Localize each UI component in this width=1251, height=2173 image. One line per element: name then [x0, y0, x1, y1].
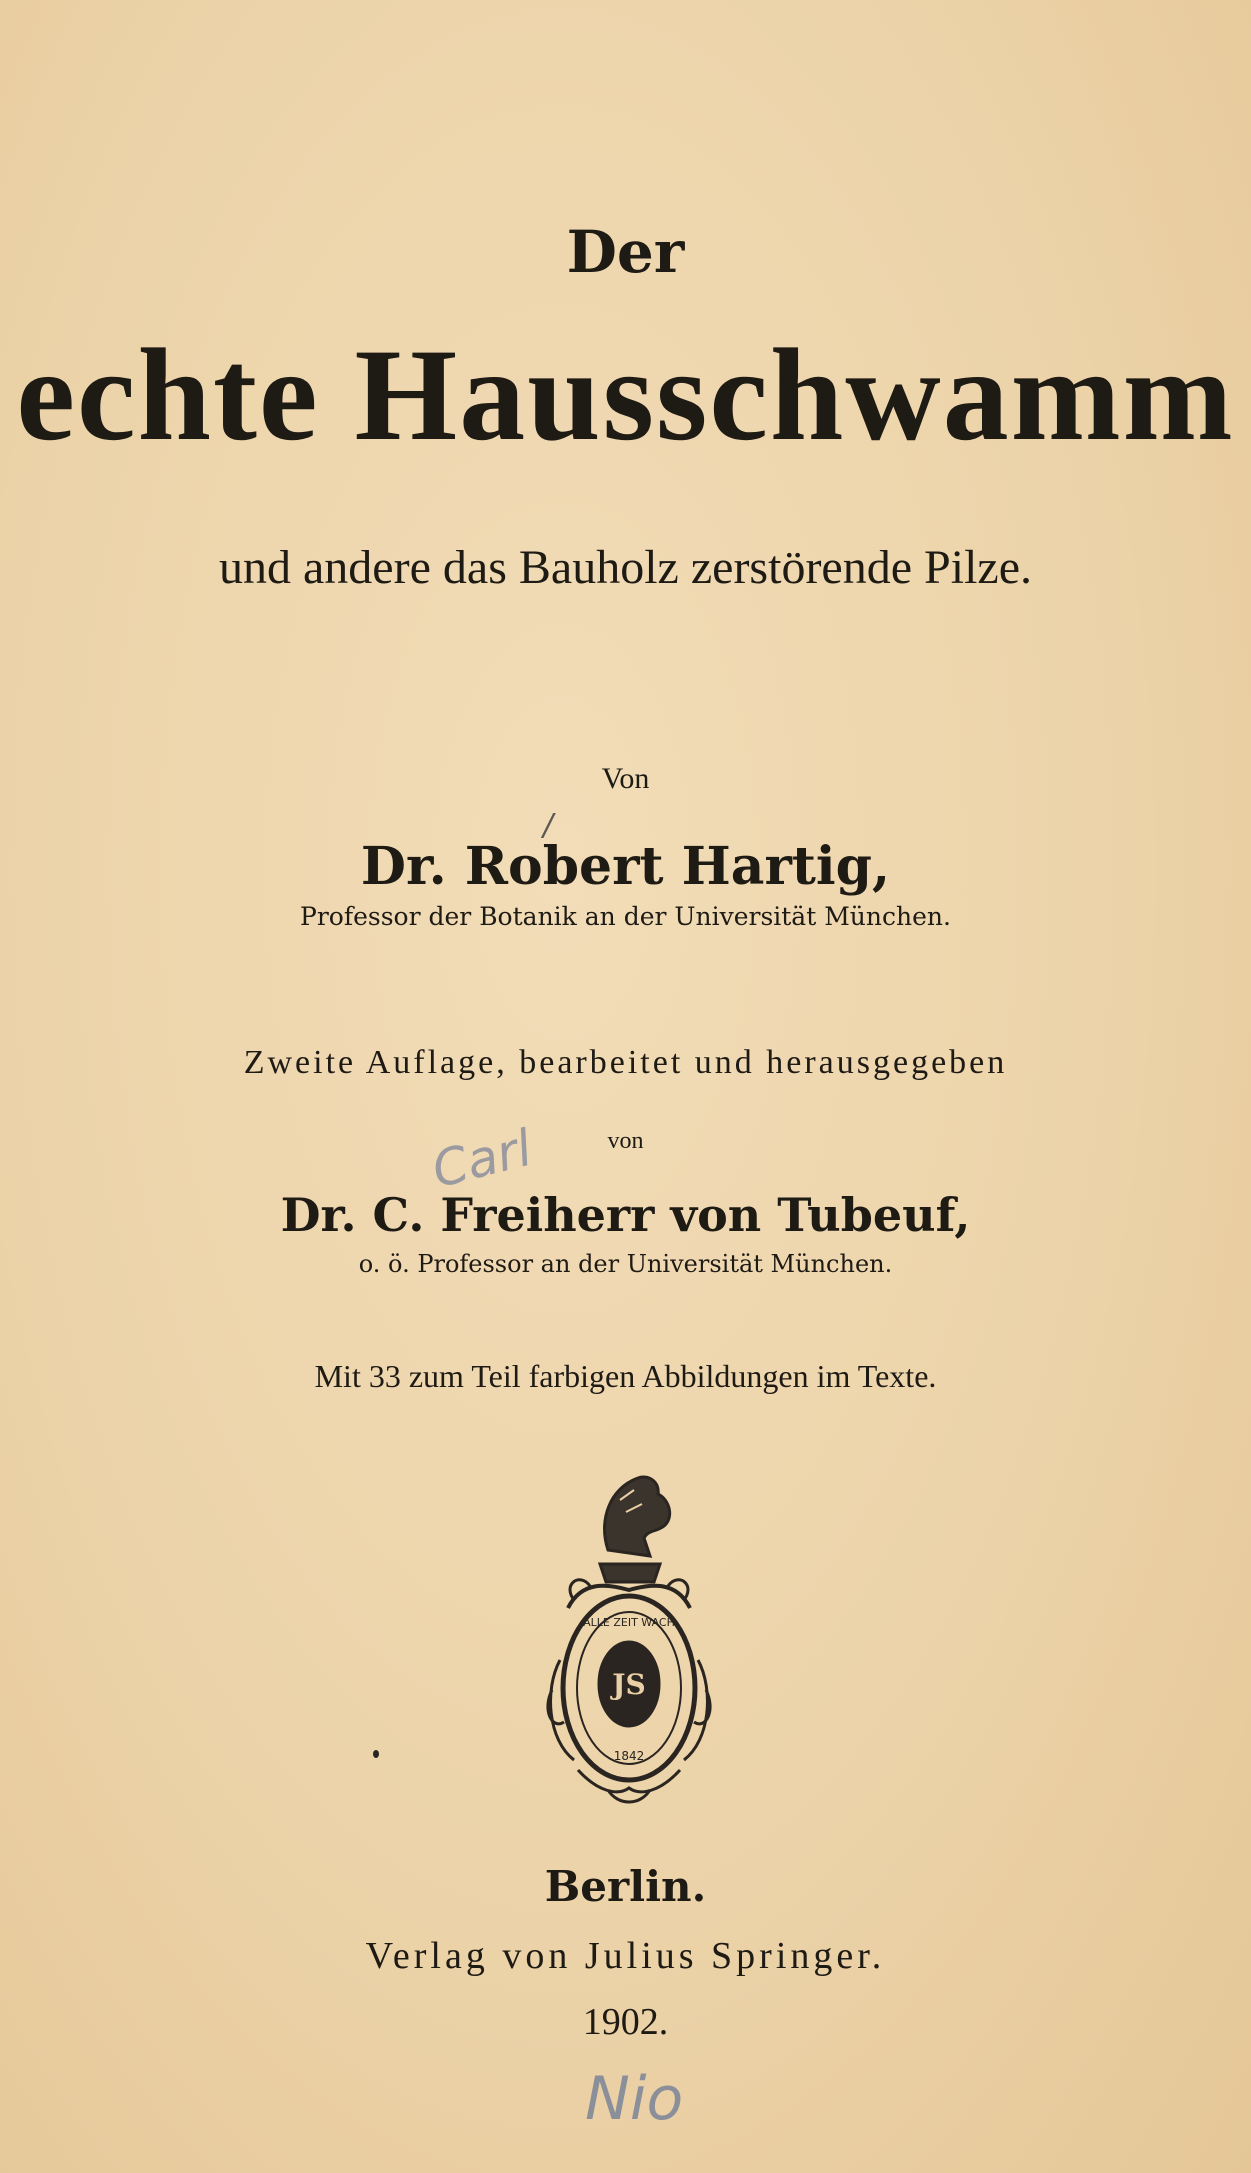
editor-name: Dr. C. Freiherr von Tubeuf,	[280, 1188, 971, 1242]
ink-speck	[373, 1750, 379, 1758]
editor-affiliation: o. ö. Professor an der Universität München.	[358, 1250, 893, 1278]
publication-year: 1902.	[582, 2001, 669, 2043]
publication-city: Berlin.	[544, 1862, 707, 1911]
title-line-1: Der	[566, 218, 685, 286]
main-title: echte Hausschwamm	[16, 321, 1235, 468]
handwritten-name: Carl	[426, 1118, 538, 1200]
handwritten-tick: /	[543, 808, 554, 843]
illustrations-note: Mit 33 zum Teil farbigen Abbildungen im Texte.	[314, 1358, 937, 1394]
publisher-mark-icon	[538, 1460, 720, 1808]
publisher-mark-initials: JS	[612, 1668, 646, 1701]
author-name: Dr. Robert Hartig,	[360, 836, 891, 897]
by-label: Von	[601, 762, 650, 795]
edition-statement: Zweite Auflage, bearbeitet und herausgegeben	[243, 1044, 1008, 1081]
publisher-mark-year: 1842	[613, 1749, 645, 1763]
handwritten-shelfmark: Nio	[585, 2064, 684, 2134]
subtitle: und andere das Bauholz zerstörende Pilze.	[218, 541, 1033, 594]
by-label-2: von	[607, 1128, 644, 1154]
publisher-name: Verlag von Julius Springer.	[365, 1935, 886, 1977]
author-affiliation: Professor der Botanik an der Universität München.	[300, 902, 951, 931]
publisher-mark-motto: ALLE ZEIT WACH	[583, 1616, 675, 1629]
